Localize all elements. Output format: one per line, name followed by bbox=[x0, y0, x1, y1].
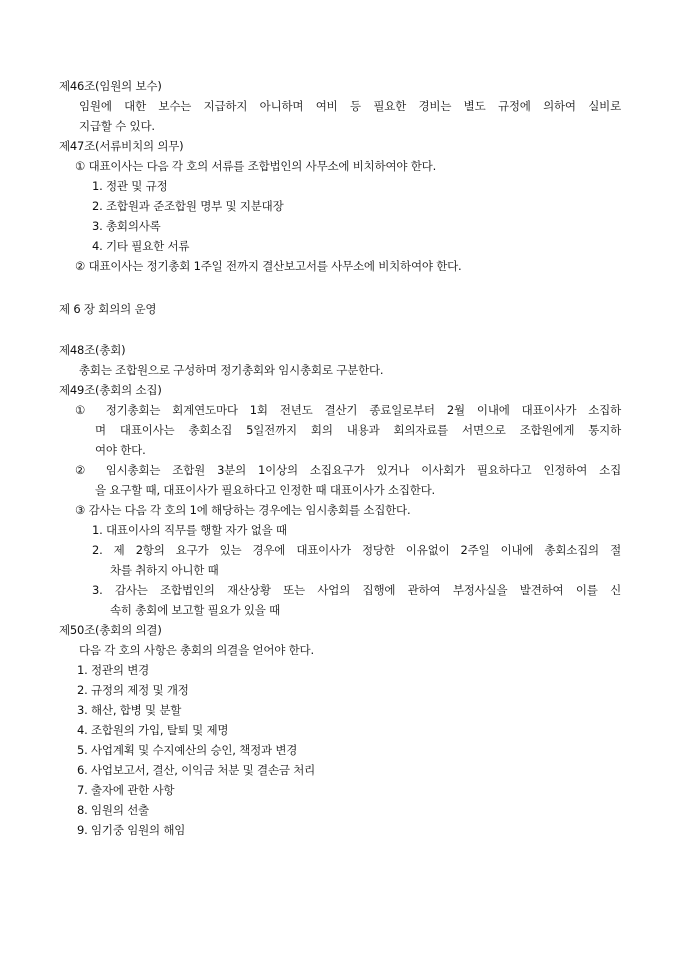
article-50-item: 7. 출자에 관한 사항 bbox=[77, 783, 175, 797]
article-47-paragraph-1: ① 대표이사는 다음 각 호의 서류를 조합법인의 사무소에 비치하여야 한다. bbox=[75, 159, 437, 173]
article-47-heading: 제47조(서류비치의 의무) bbox=[59, 139, 184, 153]
article-46-body-line-1: 임원에 대한 보수는 지급하지 아니하며 여비 등 필요한 경비는 별도 규정에 의하여 실비로 bbox=[79, 99, 621, 113]
article-50-item: 5. 사업계획 및 수지예산의 승인, 책정과 변경 bbox=[77, 743, 298, 757]
article-50-item: 4. 조합원의 가입, 탈퇴 및 제명 bbox=[77, 723, 229, 737]
article-49-paragraph-3: ③ 감사는 다음 각 호의 1에 해당하는 경우에는 임시총회를 소집한다. bbox=[75, 503, 411, 517]
article-47-item: 2. 조합원과 준조합원 명부 및 지분대장 bbox=[92, 199, 284, 213]
article-49-item-2-line-2: 차를 취하지 아니한 때 bbox=[110, 563, 219, 577]
article-49-paragraph-2-line-2: 을 요구할 때, 대표이사가 필요하다고 인정한 때 대표이사가 소집한다. bbox=[95, 483, 436, 497]
article-47-item: 1. 정관 및 규정 bbox=[92, 179, 168, 193]
article-49-item-1: 1. 대표이사의 직무를 행할 자가 없을 때 bbox=[92, 523, 287, 537]
article-48-heading: 제48조(총회) bbox=[59, 343, 126, 357]
article-50-heading: 제50조(총회의 의결) bbox=[59, 623, 162, 637]
article-49-item-2-line-1: 2. 제 2항의 요구가 있는 경우에 대표이사가 정당한 이유없이 2주일 이내에 총회소집의 절 bbox=[92, 543, 621, 557]
article-47-paragraph-2: ② 대표이사는 정기총회 1주일 전까지 결산보고서를 사무소에 비치하여야 한다. bbox=[75, 259, 462, 273]
article-48-body: 총회는 조합원으로 구성하며 정기총회와 임시총회로 구분한다. bbox=[79, 363, 384, 377]
article-50-item: 2. 규정의 제정 및 개정 bbox=[77, 683, 189, 697]
article-50-item: 1. 정관의 변경 bbox=[77, 663, 150, 677]
article-46-body-line-2: 지급할 수 있다. bbox=[79, 119, 155, 133]
article-50-item: 6. 사업보고서, 결산, 이익금 처분 및 결손금 처리 bbox=[77, 763, 316, 777]
article-50-item: 3. 해산, 합병 및 분할 bbox=[77, 703, 182, 717]
article-49-paragraph-2-line-1: ② 임시총회는 조합원 3분의 1이상의 소집요구가 있거나 이사회가 필요하다고 인정하여 소집 bbox=[75, 463, 621, 477]
article-47-item: 3. 총회의사록 bbox=[92, 219, 161, 233]
article-49-paragraph-1-line-1: ① 정기총회는 회계연도마다 1회 전년도 결산기 종료일로부터 2월 이내에 대표이사가 소집하 bbox=[75, 403, 621, 417]
article-49-item-3-line-2: 속히 총회에 보고할 필요가 있을 때 bbox=[110, 603, 281, 617]
article-49-paragraph-1-line-2: 며 대표이사는 총회소집 5일전까지 회의 내용과 회의자료를 서면으로 조합원에게 통지하 bbox=[95, 423, 621, 437]
article-46-heading: 제46조(임원의 보수) bbox=[59, 79, 162, 93]
chapter-6-title: 제 6 장 회의의 운영 bbox=[59, 302, 157, 316]
article-50-item: 8. 임원의 선출 bbox=[77, 803, 150, 817]
article-47-item: 4. 기타 필요한 서류 bbox=[92, 239, 190, 253]
article-50-item: 9. 임기중 임원의 해임 bbox=[77, 823, 186, 837]
article-49-paragraph-1-line-3: 여야 한다. bbox=[95, 443, 146, 457]
article-49-item-3-line-1: 3. 감사는 조합법인의 재산상황 또는 사업의 집행에 관하여 부정사실을 발견하여 이를 신 bbox=[92, 583, 621, 597]
article-50-body: 다음 각 호의 사항은 총회의 의결을 얻어야 한다. bbox=[79, 643, 314, 657]
article-49-heading: 제49조(총회의 소집) bbox=[59, 383, 162, 397]
